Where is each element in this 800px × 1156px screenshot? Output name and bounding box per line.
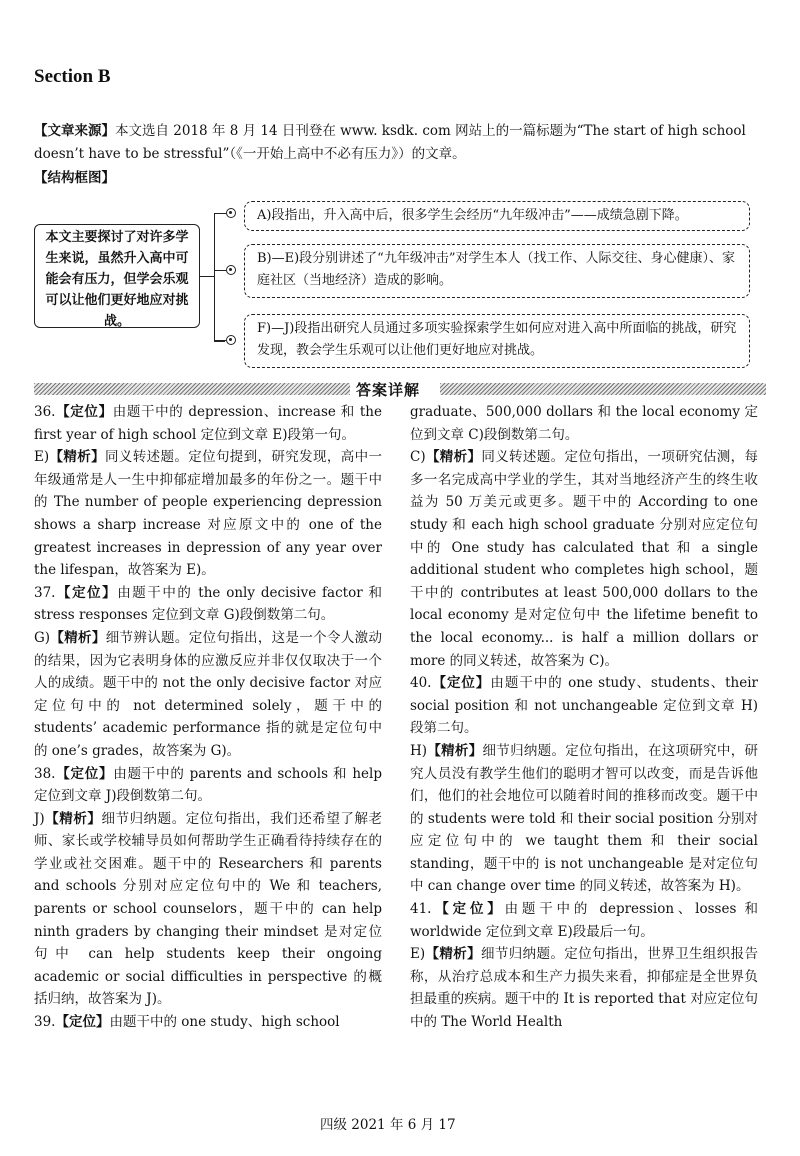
diagram-item-a: A)段指出，升入高中后，很多学生会经历“九年级冲击”——成绩急剧下降。 — [244, 201, 750, 231]
section-title: Section B — [34, 66, 111, 87]
answer-paragraph: 40.【定位】由题干中的 one study、students、their social position 和 not unchangeable 定位到文章 H)段第二句。 — [410, 675, 758, 737]
page-footer: 四级 2021 年 6 月 17 — [320, 1117, 456, 1133]
answer-paragraph: E)【精析】同义转述题。定位句提到，研究发现，高中一年级通常是人一生中抑郁症增加最多的年份之一。题干中的 The number of people experiencing depression shows a sharp increase 对应原文中的 one of the greatest increases in depression of any year over the lifespan，故答案为 E)。 — [34, 449, 383, 579]
connector-b — [214, 270, 226, 271]
left-column — [34, 401, 382, 1034]
node-c — [226, 335, 236, 345]
answer-paragraph: 36.【定位】由题干中的 depression、increase 和 the first year of high school 定位到文章 E)段第一句。 — [34, 404, 382, 443]
connector-c — [214, 340, 226, 341]
source-text: 本文选自 2018 年 8 月 14 日刊登在 www. ksdk. com 网站上的一篇标题为“The start of high school doesn’t have to be stressful”（《一开始上高中不必有压力》）的文章。 — [34, 123, 746, 162]
banner-hatch-right — [440, 383, 766, 395]
node-b — [226, 265, 236, 275]
diagram-main-box: 本文主要探讨了对许多学生来说，虽然升入高中可能会有压力，但学会乐观可以让他们更好地应对挑战。 — [34, 224, 200, 328]
answer-paragraph: C)【精析】同义转述题。定位句指出，一项研究估测，每多一名完成高中学业的学生，其对当地经济产生的终生收益为 50 万美元或更多。题干中的 According to one study 和 each high school graduate 分别对应定位句中的 One study has calculated that 和 a single additional student who completes high school，题干中的 contributes at least 500,000 dollars to the local economy 是对定位句中 the lifetime benefit to the local economy... is half a million dollars or more 的同义转述，故答案为 C)。 — [410, 449, 759, 669]
right-column — [410, 401, 758, 1034]
structure-frame-label: 【结构框图】 — [34, 170, 115, 186]
diagram-connector — [200, 276, 214, 277]
connector-a — [214, 213, 226, 214]
source-label: 【文章来源】 — [34, 123, 115, 139]
answer-paragraph: H)【精析】细节归纳题。定位句指出，在这项研究中，研究人员没有教学生他们的聪明才智可以改变，而是告诉他们，他们的社会地位可以随着时间的推移而改变。题干中的 students were told 和 their social position 分别对应定位句中的 we taught them 和 their social standing，题干中的 is not unchangeable 是对定位句中 can change over time 的同义转述，故答案为 H)。 — [410, 742, 759, 895]
answer-paragraph: 38.【定位】由题干中的 parents and schools 和 help 定位到文章 J)段倒数第二句。 — [34, 765, 383, 805]
article-source — [34, 120, 764, 166]
answer-paragraph: G)【精析】细节辨认题。定位句指出，这是一个令人激动的结果，因为它表明身体的应激反应并非仅仅取决于一个人的成绩。题干中的 not the only decisive factor 对应定位句中的 not determined solely，题干中的 students’ academic performance 指的就是定位句中的 one’s grades，故答案为 G)。 — [34, 629, 383, 759]
answer-banner-title: 答案详解 — [356, 381, 421, 399]
answer-paragraph: 39.【定位】由题干中的 one study、high school — [34, 1014, 340, 1031]
diagram-bracket — [214, 213, 225, 342]
answer-paragraph: J)【精析】细节归纳题。定位句指出，我们还希望了解老师、家长或学校辅导员如何帮助学生正确看待持续存在的学业或社交困难。题干中的 Researchers 和 parents and schools 分别对应定位句中的 We 和 teachers, parents or school counselors，题干中的 can help ninth graders by changing their mindset 是对定位句中 can help students keep their ongoing academic or social difficulties in perspective 的概括归纳，故答案为 J)。 — [34, 810, 383, 1008]
answer-paragraph: 41.【定位】由题干中的 depression、losses 和 worldwide 定位到文章 E)段最后一句。 — [410, 901, 758, 940]
banner-hatch-left — [34, 383, 350, 395]
diagram-item-c: F)—J)段指出研究人员通过多项实验探索学生如何应对进入高中所面临的挑战，研究发现，教会学生乐观可以让他们更好地应对挑战。 — [244, 314, 750, 368]
answer-paragraph: 37.【定位】由题干中的 the only decisive factor 和 stress responses 定位到文章 G)段倒数第二句。 — [34, 584, 382, 624]
answer-paragraph: graduate、500,000 dollars 和 the local economy 定位到文章 C)段倒数第二句。 — [410, 404, 758, 443]
answer-paragraph: E)【精析】细节归纳题。定位句指出，世界卫生组织报告称，从治疗总成本和生产力损失来看，抑郁症是全世界负担最重的疾病。题干中的 It is reported that 对应定位句中的 The World Health — [410, 946, 759, 1031]
node-a — [226, 208, 236, 218]
diagram-item-b: B)—E)段分别讲述了“九年级冲击”对学生本人（找工作、人际交往、身心健康）、家庭社区（当地经济）造成的影响。 — [244, 244, 750, 298]
